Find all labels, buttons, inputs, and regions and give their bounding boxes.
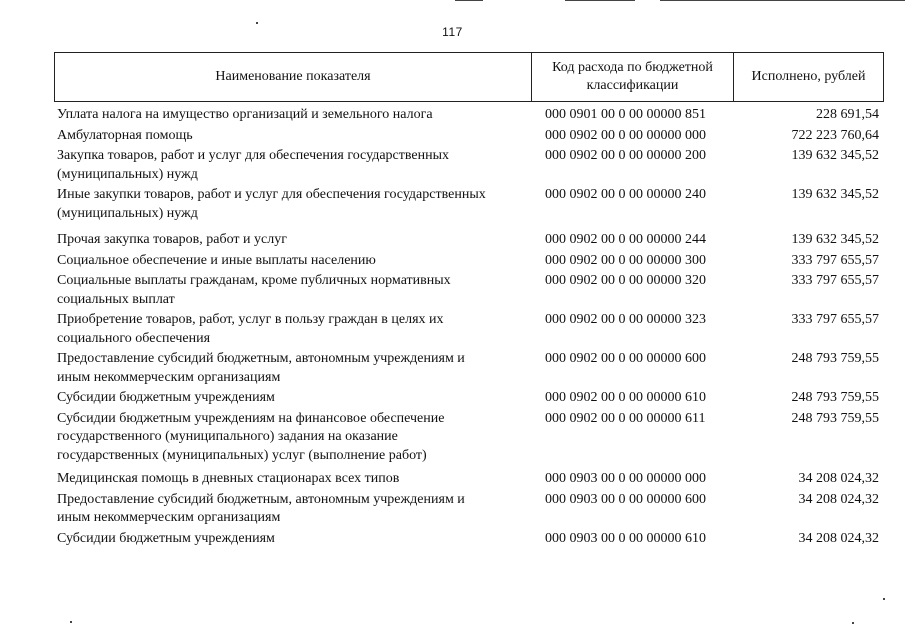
table-body <box>57 106 879 548</box>
table-row <box>57 272 879 309</box>
row-code: 000 0902 00 0 00 00000 300 <box>545 252 706 268</box>
row-amount: 34 208 024,32 <box>798 491 879 507</box>
row-code: 000 0902 00 0 00 00000 000 <box>545 127 706 143</box>
row-code: 000 0902 00 0 00 00000 244 <box>545 232 706 247</box>
row-name: Предоставление субсидий бюджетным, автономным учреждениям и иным некоммерческим организациям <box>57 351 465 385</box>
row-name: Уплата налога на имущество организаций и земельного налога <box>57 107 433 122</box>
row-amount: 34 208 024,32 <box>798 471 879 486</box>
row-amount: 34 208 024,32 <box>798 530 879 546</box>
header-name: Наименование показателя <box>215 69 371 84</box>
table-row <box>57 127 879 146</box>
row-amount: 333 797 655,57 <box>791 273 879 288</box>
header-code: Код расхода по бюджетной классификации <box>531 53 733 101</box>
row-amount: 139 632 345,52 <box>791 187 879 202</box>
row-amount: 333 797 655,57 <box>791 252 879 268</box>
row-code: 000 0903 00 0 00 00000 610 <box>545 530 706 546</box>
page-number: 117 <box>442 25 463 39</box>
table-row <box>57 350 879 387</box>
row-name: Предоставление субсидий бюджетным, автономным учреждениям и иным некоммерческим организациям <box>57 491 465 525</box>
table-row <box>57 389 879 408</box>
row-amount: 722 223 760,64 <box>791 127 879 143</box>
row-name: Субсидии бюджетным учреждениям <box>57 530 275 546</box>
row-name: Медицинская помощь в дневных стационарах всех типов <box>57 471 400 486</box>
table-row <box>57 530 879 549</box>
row-name: Иные закупки товаров, работ и услуг для обеспечения государственных (муниципальных) нужд <box>57 187 486 221</box>
scan-dot <box>70 621 72 623</box>
row-code: 000 0903 00 0 00 00000 000 <box>545 471 706 486</box>
header-amount: Исполнено, рублей <box>733 53 883 101</box>
table-row <box>57 106 879 125</box>
row-code: 000 0902 00 0 00 00000 320 <box>545 273 706 288</box>
scan-mark-top-2 <box>565 0 635 1</box>
row-code: 000 0903 00 0 00 00000 600 <box>545 491 706 507</box>
row-code: 000 0902 00 0 00 00000 600 <box>545 351 706 366</box>
row-amount: 333 797 655,57 <box>791 312 879 327</box>
row-amount: 139 632 345,52 <box>791 232 879 247</box>
table-row <box>57 470 879 489</box>
row-code: 000 0902 00 0 00 00000 240 <box>545 187 706 202</box>
row-name: Социальные выплаты гражданам, кроме публичных нормативных социальных выплат <box>57 273 451 307</box>
scan-dot <box>852 622 854 624</box>
scan-dot <box>256 22 258 24</box>
row-name: Амбулаторная помощь <box>57 127 193 143</box>
table-row <box>57 231 879 250</box>
row-code: 000 0902 00 0 00 00000 200 <box>545 148 706 163</box>
row-name: Закупка товаров, работ и услуг для обеспечения государственных (муниципальных) нужд <box>57 148 450 182</box>
scan-mark-top-3 <box>660 0 905 1</box>
row-name: Субсидии бюджетным учреждениям <box>57 390 275 405</box>
table-row <box>57 311 879 348</box>
row-amount: 228 691,54 <box>816 107 879 122</box>
row-name: Субсидии бюджетным учреждениям на финансовое обеспечение государственного (муниципального) задания на оказание государственных (муниципальных) услуг (выполнение работ) <box>57 410 445 463</box>
table-row <box>57 491 879 528</box>
row-name: Прочая закупка товаров, работ и услуг <box>57 232 287 247</box>
table-row <box>57 410 879 466</box>
row-code: 000 0902 00 0 00 00000 610 <box>545 390 706 405</box>
row-amount: 248 793 759,55 <box>791 410 879 426</box>
row-code: 000 0902 00 0 00 00000 323 <box>545 312 706 327</box>
scan-dot <box>883 598 885 600</box>
table-header <box>54 52 884 102</box>
row-name: Социальное обеспечение и иные выплаты населению <box>57 252 376 268</box>
row-amount: 139 632 345,52 <box>791 148 879 163</box>
table-row <box>57 186 879 223</box>
row-code: 000 0902 00 0 00 00000 611 <box>545 410 706 426</box>
row-name: Приобретение товаров, работ, услуг в пользу граждан в целях их социального обеспечения <box>57 312 444 346</box>
row-amount: 248 793 759,55 <box>791 390 879 405</box>
scan-mark-top-1 <box>455 0 483 1</box>
row-amount: 248 793 759,55 <box>791 351 879 366</box>
row-code: 000 0901 00 0 00 00000 851 <box>545 107 706 122</box>
table-row <box>57 252 879 271</box>
table-row <box>57 147 879 184</box>
